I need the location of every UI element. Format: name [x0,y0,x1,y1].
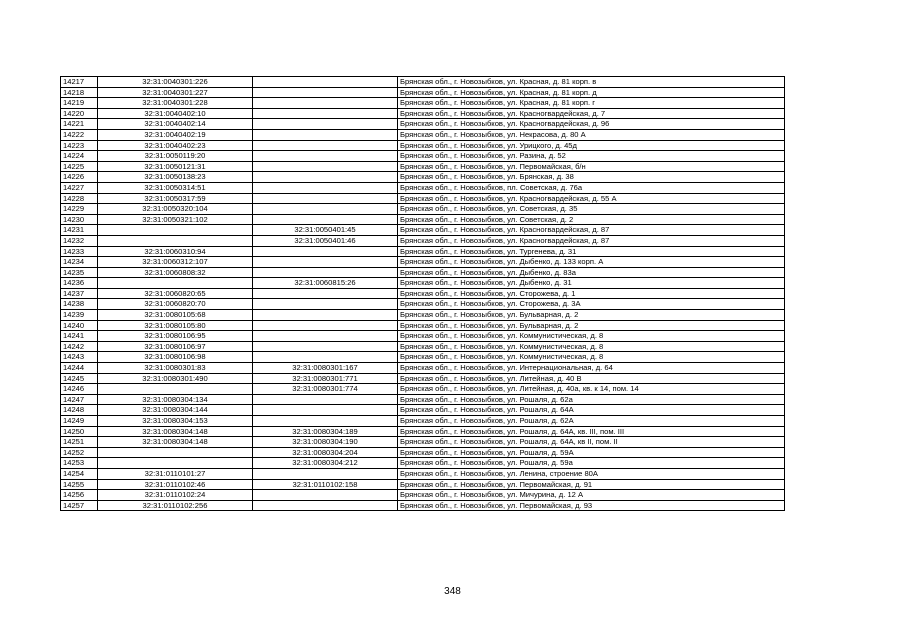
row-number-cell: 14244 [61,363,98,374]
row-number-cell: 14231 [61,225,98,236]
building-cadastral-number-cell: 32:31:0050401:45 [253,225,398,236]
address-cell: Брянская обл., г. Новозыбков, ул. Литейная, д. 40а, кв. к 14, пом. 14 [398,384,785,395]
cadastral-number-cell: 32:31:0080304:153 [98,416,253,427]
table-row [61,77,785,88]
row-number-cell: 14255 [61,479,98,490]
building-cadastral-number-cell: 32:31:0060815:26 [253,278,398,289]
table-row [61,151,785,162]
cadastral-number-cell: 32:31:0040402:14 [98,119,253,130]
building-cadastral-number-cell [253,151,398,162]
table-row [61,214,785,225]
table-row [61,278,785,289]
building-cadastral-number-cell [253,214,398,225]
cadastral-number-cell: 32:31:0080106:95 [98,331,253,342]
table-row [61,490,785,501]
address-cell: Брянская обл., г. Новозыбков, ул. Брянская, д. 38 [398,172,785,183]
building-cadastral-number-cell: 32:31:0080304:204 [253,447,398,458]
address-cell: Брянская обл., г. Новозыбков, ул. Советская, д. 2 [398,214,785,225]
address-cell: Брянская обл., г. Новозыбков, ул. Красная, д. 81 корп. д [398,87,785,98]
cadastral-number-cell: 32:31:0050121:31 [98,161,253,172]
row-number-cell: 14242 [61,341,98,352]
building-cadastral-number-cell [253,352,398,363]
table-row [61,267,785,278]
building-cadastral-number-cell [253,468,398,479]
address-cell: Брянская обл., г. Новозыбков, ул. Разина, д. 52 [398,151,785,162]
building-cadastral-number-cell [253,193,398,204]
cadastral-number-cell [98,278,253,289]
building-cadastral-number-cell [253,172,398,183]
table-row [61,182,785,193]
cadastral-number-cell: 32:31:0060808:32 [98,267,253,278]
address-cell: Брянская обл., г. Новозыбков, ул. Красногвардейская, д. 87 [398,235,785,246]
cadastral-number-cell: 32:31:0110102:24 [98,490,253,501]
cadastral-number-cell: 32:31:0060820:65 [98,288,253,299]
address-cell: Брянская обл., г. Новозыбков, ул. Дыбенко, д. 133 корп. А [398,257,785,268]
row-number-cell: 14252 [61,447,98,458]
address-cell: Брянская обл., г. Новозыбков, ул. Интернациональная, д. 64 [398,363,785,374]
cadastral-number-cell: 32:31:0080304:144 [98,405,253,416]
row-number-cell: 14253 [61,458,98,469]
table-row [61,405,785,416]
table-row [61,352,785,363]
cadastral-number-cell: 32:31:0050320:104 [98,204,253,215]
table-row [61,341,785,352]
table-row [61,172,785,183]
table-row [61,129,785,140]
table-row [61,373,785,384]
table-row [61,468,785,479]
row-number-cell: 14233 [61,246,98,257]
row-number-cell: 14236 [61,278,98,289]
address-cell: Брянская обл., г. Новозыбков, ул. Красногвардейская, д. 7 [398,108,785,119]
table-row [61,119,785,130]
building-cadastral-number-cell [253,288,398,299]
building-cadastral-number-cell [253,267,398,278]
address-cell: Брянская обл., г. Новозыбков, ул. Мичурина, д. 12 А [398,490,785,501]
cadastral-number-cell: 32:31:0040402:23 [98,140,253,151]
row-number-cell: 14249 [61,416,98,427]
table-row [61,288,785,299]
cadastral-number-cell: 32:31:0050138:23 [98,172,253,183]
cadastral-number-cell [98,235,253,246]
address-cell: Брянская обл., г. Новозыбков, ул. Коммунистическая, д. 8 [398,352,785,363]
address-cell: Брянская обл., г. Новозыбков, ул. Красная, д. 81 корп. г [398,98,785,109]
table-row [61,235,785,246]
address-cell: Брянская обл., г. Новозыбков, пл. Советская, д. 76а [398,182,785,193]
table-row [61,225,785,236]
address-cell: Брянская обл., г. Новозыбков, ул. Рошаля, д. 64А [398,405,785,416]
building-cadastral-number-cell: 32:31:0080304:212 [253,458,398,469]
cadastral-number-cell: 32:31:0080304:148 [98,426,253,437]
address-cell: Брянская обл., г. Новозыбков, ул. Дыбенко, д. 83а [398,267,785,278]
cadastral-number-cell: 32:31:0060820:70 [98,299,253,310]
table-row [61,320,785,331]
table-row [61,161,785,172]
building-cadastral-number-cell [253,77,398,88]
address-cell: Брянская обл., г. Новозыбков, ул. Некрасова, д. 80 А [398,129,785,140]
table-row [61,394,785,405]
building-cadastral-number-cell: 32:31:0110102:158 [253,479,398,490]
table-row [61,426,785,437]
building-cadastral-number-cell [253,257,398,268]
building-cadastral-number-cell [253,129,398,140]
table-row [61,108,785,119]
address-cell: Брянская обл., г. Новозыбков, ул. Рошаля, д. 59А [398,447,785,458]
row-number-cell: 14246 [61,384,98,395]
cadastral-number-cell [98,447,253,458]
building-cadastral-number-cell: 32:31:0050401:46 [253,235,398,246]
cadastral-number-cell: 32:31:0110101:27 [98,468,253,479]
address-cell: Брянская обл., г. Новозыбков, ул. Красная, д. 81 корп. в [398,77,785,88]
row-number-cell: 14250 [61,426,98,437]
building-cadastral-number-cell [253,320,398,331]
row-number-cell: 14251 [61,437,98,448]
building-cadastral-number-cell: 32:31:0080301:167 [253,363,398,374]
address-cell: Брянская обл., г. Новозыбков, ул. Первомайская, б/н [398,161,785,172]
registry-sheet [60,76,785,511]
address-cell: Брянская обл., г. Новозыбков, ул. Рошаля, д. 62а [398,394,785,405]
row-number-cell: 14230 [61,214,98,225]
row-number-cell: 14224 [61,151,98,162]
cadastral-number-cell: 32:31:0110102:256 [98,500,253,511]
address-cell: Брянская обл., г. Новозыбков, ул. Ленина, строение 80А [398,468,785,479]
cadastral-number-cell: 32:31:0080105:80 [98,320,253,331]
building-cadastral-number-cell [253,394,398,405]
table-row [61,204,785,215]
cadastral-number-cell: 32:31:0080301:490 [98,373,253,384]
cadastral-number-cell: 32:31:0050119:20 [98,151,253,162]
row-number-cell: 14223 [61,140,98,151]
row-number-cell: 14232 [61,235,98,246]
table-row [61,299,785,310]
table-row [61,193,785,204]
building-cadastral-number-cell [253,490,398,501]
address-cell: Брянская обл., г. Новозыбков, ул. Рошаля, д. 64А, кв II, пом. II [398,437,785,448]
row-number-cell: 14243 [61,352,98,363]
row-number-cell: 14257 [61,500,98,511]
building-cadastral-number-cell: 32:31:0080301:774 [253,384,398,395]
cadastral-number-cell [98,225,253,236]
table-row [61,416,785,427]
address-cell: Брянская обл., г. Новозыбков, ул. Рошаля, д. 59а [398,458,785,469]
cadastral-number-cell: 32:31:0040402:19 [98,129,253,140]
address-cell: Брянская обл., г. Новозыбков, ул. Урицкого, д. 45д [398,140,785,151]
row-number-cell: 14234 [61,257,98,268]
table-row [61,437,785,448]
cadastral-number-cell: 32:31:0040402:10 [98,108,253,119]
registry-table-body [61,77,785,511]
row-number-cell: 14240 [61,320,98,331]
address-cell: Брянская обл., г. Новозыбков, ул. Красногвардейская, д. 87 [398,225,785,236]
cadastral-number-cell: 32:31:0050314:51 [98,182,253,193]
address-cell: Брянская обл., г. Новозыбков, ул. Бульварная, д. 2 [398,320,785,331]
address-cell: Брянская обл., г. Новозыбков, ул. Рошаля, д. 64А, кв. III, пом. III [398,426,785,437]
address-cell: Брянская обл., г. Новозыбков, ул. Бульварная, д. 2 [398,310,785,321]
row-number-cell: 14245 [61,373,98,384]
building-cadastral-number-cell [253,161,398,172]
cadastral-number-cell [98,384,253,395]
building-cadastral-number-cell [253,87,398,98]
registry-table [60,76,785,511]
row-number-cell: 14254 [61,468,98,479]
cadastral-number-cell: 32:31:0040301:226 [98,77,253,88]
row-number-cell: 14227 [61,182,98,193]
table-row [61,257,785,268]
building-cadastral-number-cell [253,119,398,130]
building-cadastral-number-cell [253,108,398,119]
table-row [61,310,785,321]
building-cadastral-number-cell [253,341,398,352]
row-number-cell: 14217 [61,77,98,88]
building-cadastral-number-cell [253,182,398,193]
cadastral-number-cell: 32:31:0060310:94 [98,246,253,257]
table-row [61,363,785,374]
address-cell: Брянская обл., г. Новозыбков, ул. Дыбенко, д. 31 [398,278,785,289]
table-row [61,98,785,109]
table-row [61,87,785,98]
building-cadastral-number-cell [253,416,398,427]
address-cell: Брянская обл., г. Новозыбков, ул. Рошаля, д. 62А [398,416,785,427]
row-number-cell: 14248 [61,405,98,416]
cadastral-number-cell: 32:31:0080106:97 [98,341,253,352]
row-number-cell: 14218 [61,87,98,98]
row-number-cell: 14225 [61,161,98,172]
building-cadastral-number-cell [253,331,398,342]
row-number-cell: 14247 [61,394,98,405]
row-number-cell: 14222 [61,129,98,140]
row-number-cell: 14221 [61,119,98,130]
row-number-cell: 14238 [61,299,98,310]
address-cell: Брянская обл., г. Новозыбков, ул. Сторожева, д. 3А [398,299,785,310]
building-cadastral-number-cell [253,405,398,416]
building-cadastral-number-cell [253,299,398,310]
address-cell: Брянская обл., г. Новозыбков, ул. Коммунистическая, д. 8 [398,341,785,352]
row-number-cell: 14226 [61,172,98,183]
table-row [61,447,785,458]
building-cadastral-number-cell [253,98,398,109]
row-number-cell: 14228 [61,193,98,204]
row-number-cell: 14241 [61,331,98,342]
row-number-cell: 14237 [61,288,98,299]
cadastral-number-cell: 32:31:0040301:228 [98,98,253,109]
table-row [61,500,785,511]
table-row [61,384,785,395]
cadastral-number-cell: 32:31:0050321:102 [98,214,253,225]
building-cadastral-number-cell: 32:31:0080304:190 [253,437,398,448]
building-cadastral-number-cell [253,500,398,511]
cadastral-number-cell: 32:31:0110102:46 [98,479,253,490]
table-row [61,479,785,490]
address-cell: Брянская обл., г. Новозыбков, ул. Первомайская, д. 93 [398,500,785,511]
cadastral-number-cell: 32:31:0050317:59 [98,193,253,204]
address-cell: Брянская обл., г. Новозыбков, ул. Тургенева, д. 31 [398,246,785,257]
address-cell: Брянская обл., г. Новозыбков, ул. Коммунистическая, д. 8 [398,331,785,342]
building-cadastral-number-cell [253,246,398,257]
row-number-cell: 14219 [61,98,98,109]
cadastral-number-cell: 32:31:0080304:148 [98,437,253,448]
address-cell: Брянская обл., г. Новозыбков, ул. Красногвардейская, д. 96 [398,119,785,130]
row-number-cell: 14220 [61,108,98,119]
table-row [61,458,785,469]
building-cadastral-number-cell [253,140,398,151]
row-number-cell: 14235 [61,267,98,278]
cadastral-number-cell [98,458,253,469]
row-number-cell: 14256 [61,490,98,501]
table-row [61,140,785,151]
cadastral-number-cell: 32:31:0060312:107 [98,257,253,268]
address-cell: Брянская обл., г. Новозыбков, ул. Советская, д. 35 [398,204,785,215]
cadastral-number-cell: 32:31:0080106:98 [98,352,253,363]
table-row [61,331,785,342]
building-cadastral-number-cell [253,204,398,215]
page-number: 348 [444,586,461,597]
building-cadastral-number-cell: 32:31:0080304:189 [253,426,398,437]
building-cadastral-number-cell: 32:31:0080301:771 [253,373,398,384]
address-cell: Брянская обл., г. Новозыбков, ул. Литейная, д. 40 В [398,373,785,384]
cadastral-number-cell: 32:31:0080105:68 [98,310,253,321]
cadastral-number-cell: 32:31:0040301:227 [98,87,253,98]
address-cell: Брянская обл., г. Новозыбков, ул. Сторожева, д. 1 [398,288,785,299]
row-number-cell: 14239 [61,310,98,321]
table-row [61,246,785,257]
cadastral-number-cell: 32:31:0080304:134 [98,394,253,405]
address-cell: Брянская обл., г. Новозыбков, ул. Первомайская, д. 91 [398,479,785,490]
building-cadastral-number-cell [253,310,398,321]
cadastral-number-cell: 32:31:0080301:83 [98,363,253,374]
address-cell: Брянская обл., г. Новозыбков, ул. Красногвардейская, д. 55 А [398,193,785,204]
row-number-cell: 14229 [61,204,98,215]
